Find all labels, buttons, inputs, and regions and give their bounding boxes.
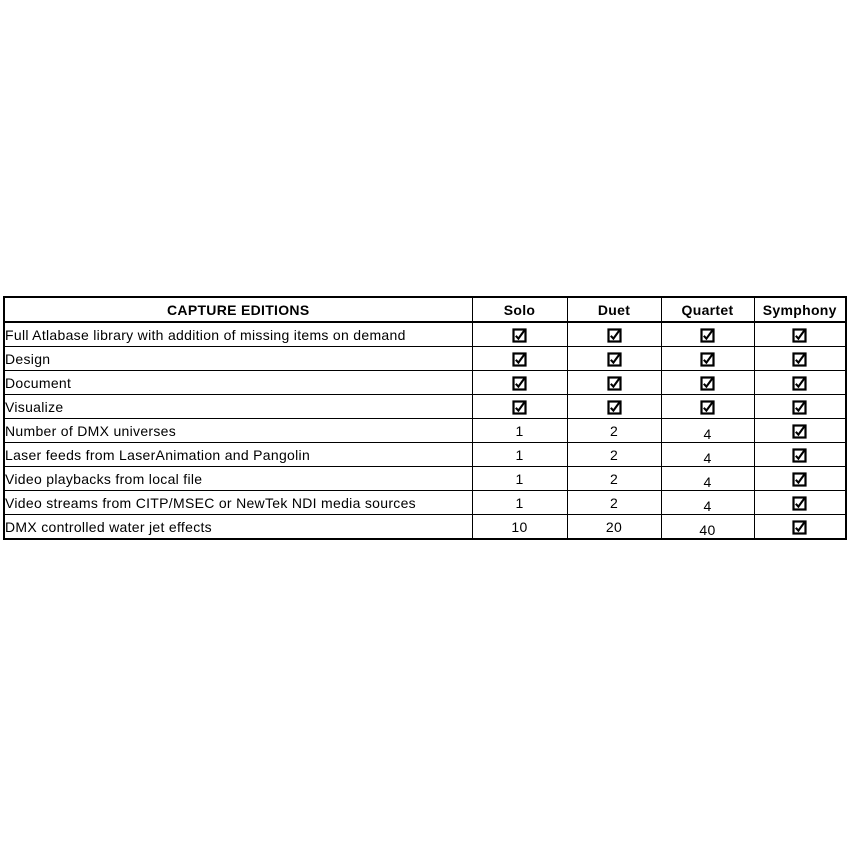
value-cell: 2 — [567, 491, 661, 515]
table-row — [4, 467, 846, 491]
checked-checkbox-icon — [754, 515, 846, 540]
feature-comparison-table — [3, 296, 845, 540]
checked-checkbox-icon — [754, 347, 846, 371]
table-title: CAPTURE EDITIONS — [4, 297, 472, 322]
table-row — [4, 443, 846, 467]
value-cell: 1 — [472, 491, 567, 515]
checked-checkbox-icon — [754, 443, 846, 467]
checked-checkbox-icon — [472, 322, 567, 347]
feature-cell: Full Atlabase library with addition of missing items on demand — [4, 322, 472, 347]
table-row — [4, 395, 846, 419]
checked-checkbox-icon — [472, 347, 567, 371]
checked-checkbox-icon — [567, 347, 661, 371]
feature-cell: Video streams from CITP/MSEC or NewTek NDI media sources — [4, 491, 472, 515]
checked-checkbox-icon — [567, 322, 661, 347]
value-cell: 4 — [661, 443, 754, 467]
checked-checkbox-icon — [567, 371, 661, 395]
table-row — [4, 322, 846, 347]
checked-checkbox-icon — [754, 395, 846, 419]
table-row — [4, 419, 846, 443]
checked-checkbox-icon — [754, 491, 846, 515]
checked-checkbox-icon — [661, 395, 754, 419]
column-header-quartet: Quartet — [661, 297, 754, 322]
value-cell: 4 — [661, 419, 754, 443]
value-cell: 2 — [567, 467, 661, 491]
table-row — [4, 491, 846, 515]
value-cell: 2 — [567, 443, 661, 467]
value-cell: 40 — [661, 515, 754, 540]
value-cell: 20 — [567, 515, 661, 540]
checked-checkbox-icon — [472, 395, 567, 419]
header-row — [4, 297, 846, 322]
value-cell: 10 — [472, 515, 567, 540]
checked-checkbox-icon — [661, 322, 754, 347]
feature-cell: DMX controlled water jet effects — [4, 515, 472, 540]
value-cell: 1 — [472, 419, 567, 443]
checked-checkbox-icon — [472, 371, 567, 395]
checked-checkbox-icon — [754, 419, 846, 443]
table-row — [4, 347, 846, 371]
value-cell: 1 — [472, 443, 567, 467]
checked-checkbox-icon — [661, 347, 754, 371]
feature-cell: Document — [4, 371, 472, 395]
table-row — [4, 371, 846, 395]
value-cell: 4 — [661, 491, 754, 515]
column-header-symphony: Symphony — [754, 297, 846, 322]
checked-checkbox-icon — [754, 467, 846, 491]
column-header-solo: Solo — [472, 297, 567, 322]
capture-editions-table — [3, 296, 847, 540]
feature-cell: Number of DMX universes — [4, 419, 472, 443]
checked-checkbox-icon — [754, 371, 846, 395]
checked-checkbox-icon — [754, 322, 846, 347]
feature-cell: Video playbacks from local file — [4, 467, 472, 491]
value-cell: 2 — [567, 419, 661, 443]
column-header-duet: Duet — [567, 297, 661, 322]
value-cell: 1 — [472, 467, 567, 491]
checked-checkbox-icon — [661, 371, 754, 395]
value-cell: 4 — [661, 467, 754, 491]
checked-checkbox-icon — [567, 395, 661, 419]
feature-cell: Design — [4, 347, 472, 371]
feature-table-body — [4, 322, 846, 539]
table-row — [4, 515, 846, 540]
feature-cell: Visualize — [4, 395, 472, 419]
feature-cell: Laser feeds from LaserAnimation and Pangolin — [4, 443, 472, 467]
